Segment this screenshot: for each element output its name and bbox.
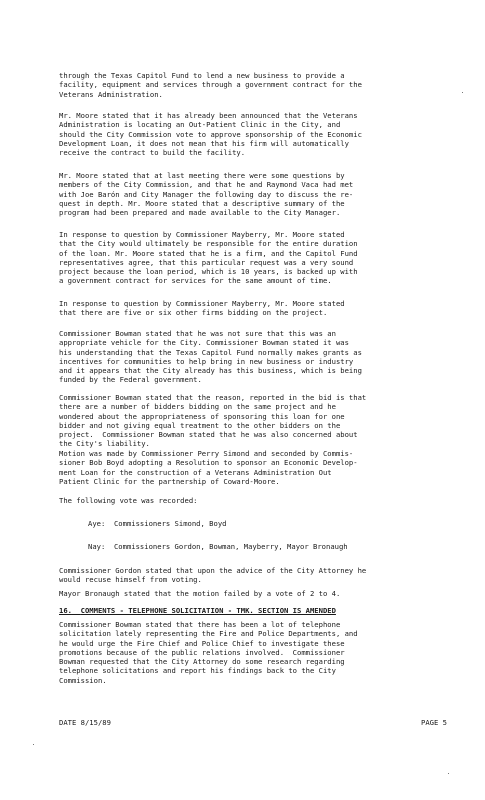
text-line: solicitation lately representing the Fire and Police Departments, and [59,629,358,639]
paragraph-vote-intro [59,496,469,505]
text-line: members of the City Commission, and that he and Raymond Vaca had met [59,180,354,190]
text-line: through the Texas Capitol Fund to lend a new business to provide a [59,71,345,80]
text-line: program had been prepared and made available to the City Manager. [59,208,341,218]
text-line: that the City would ultimately be responsible for the entire duration [59,239,358,249]
text-line: facility, equipment and services through a government contract for the [59,80,362,90]
text-line: representatives agree, that this particular request was a very sound [59,257,354,267]
text-line: his understanding that the Texas Capitol Fund normally makes grants as [59,347,362,357]
text-line: project. Commissioner Bowman stated that he was also concerned about [59,430,358,440]
text-line: of the loan. Mr. Moore stated that he is a firm, and the Capitol Fund [59,248,358,258]
text-line: Mr. Moore stated that at last meeting there were some questions by [59,171,345,180]
text-line: In response to question by Commissioner Mayberry, Mr. Moore stated [59,230,345,239]
scan-speck [448,773,449,774]
text-line: In response to question by Commissioner Mayberry, Mr. Moore stated [59,299,345,308]
text-line: sioner Bob Boyd adopting a Resolution to sponsor an Economic Develop- [59,458,358,468]
section-number: 16. [59,606,72,615]
scan-speck [462,92,463,93]
text-line: project because the loan period, which is 10 years, is backed up with [59,267,358,277]
text-line: receive the contract to build the facility. [59,148,246,158]
text-line: The following vote was recorded: [59,496,198,505]
text-line: Commission. [59,675,107,685]
text-line: Bowman requested that the City Attorney do some research regarding [59,657,345,667]
paragraph-gordon-recuse [59,566,469,585]
text-line: Development Loan, it does not mean that his firm will automatically [59,138,349,148]
text-line: funded by the Federal government. [59,375,202,385]
section-heading [59,606,336,615]
text-line: bidder and not giving equal treatment to the other bidders on the [59,420,341,430]
section-title: COMMENTS - TELEPHONE SOLICITATION - TMK. SECTION IS AMENDED [80,606,336,615]
text-line: appropriate vehicle for the City. Commissioner Bowman stated it was [59,338,349,348]
text-line: Commissioner Bowman stated that the reason, reported in the bid is that [59,393,367,402]
text-line: wondered about the appropriateness of sponsoring this loan for one [59,411,345,421]
paragraph-motion [59,449,469,486]
paragraph-motion-failed [59,589,469,598]
text-line: should the City Commission vote to approve sponsorship of the Economic [59,129,362,139]
text-line: Mr. Moore stated that it has already been announced that the Veterans [59,111,358,120]
paragraph-moore-meeting [59,171,469,217]
paragraph-telephone-solicitation [59,620,469,685]
paragraph-mayberry-question-2 [59,299,469,318]
paragraph-moore-announcement [59,111,469,157]
text-line: promotions because of the public relations involved. Commissioner [59,647,345,657]
paragraph-continuation [59,71,469,99]
text-line: Administration is locating an Out-Patient Clinic in the City, and [59,120,341,130]
footer-page-number: PAGE 5 [421,718,447,727]
vote-ayes: Aye: Commissioners Simond, Boyd [88,519,227,528]
text-line: Mayor Bronaugh stated that the motion failed by a vote of 2 to 4. [59,589,341,598]
text-line: incentives for communities to help bring in new business or industry [59,356,354,366]
paragraph-mayberry-question-1 [59,230,469,286]
text-line: the City's liability. [59,439,150,449]
paragraph-bowman-bidders [59,393,469,449]
text-line: telephone solicitations and report his findings back to the City [59,666,336,676]
text-line: that there are five or six other firms bidding on the project. [59,308,328,318]
text-line: Commissioner Gordon stated that upon the advice of the City Attorney he [59,566,367,575]
text-line: quest in depth. Mr. Moore stated that a descriptive summary of the [59,198,345,208]
text-line: would recuse himself from voting. [59,575,202,585]
text-line: Patient Clinic for the partnership of Coward-Moore. [59,476,280,486]
text-line: there are a number of bidders bidding on the same project and he [59,402,336,412]
text-line: and it appears that the City already has this business, which is being [59,366,362,376]
text-line: Veterans Administration. [59,89,163,99]
footer-date: DATE 8/15/89 [59,718,111,727]
text-line: Commissioner Bowman stated that he was not sure that this was an [59,329,336,338]
text-line: he would urge the Fire Chief and Police Chief to investigate these [59,638,345,648]
text-line: with Joe Barón and City Manager the following day to discuss the re- [59,189,354,199]
scan-speck [33,744,34,745]
vote-nays: Nay: Commissioners Gordon, Bowman, Mayberry, Mayor Bronaugh [88,542,348,551]
paragraph-bowman-vehicle [59,329,469,385]
text-line: Motion was made by Commissioner Perry Simond and seconded by Commis- [59,449,354,458]
text-line: a government contract for services for the same amount of time. [59,276,332,286]
text-line: Commissioner Bowman stated that there has been a lot of telephone [59,620,341,629]
text-line: ment Loan for the construction of a Veterans Administration Out [59,467,332,477]
